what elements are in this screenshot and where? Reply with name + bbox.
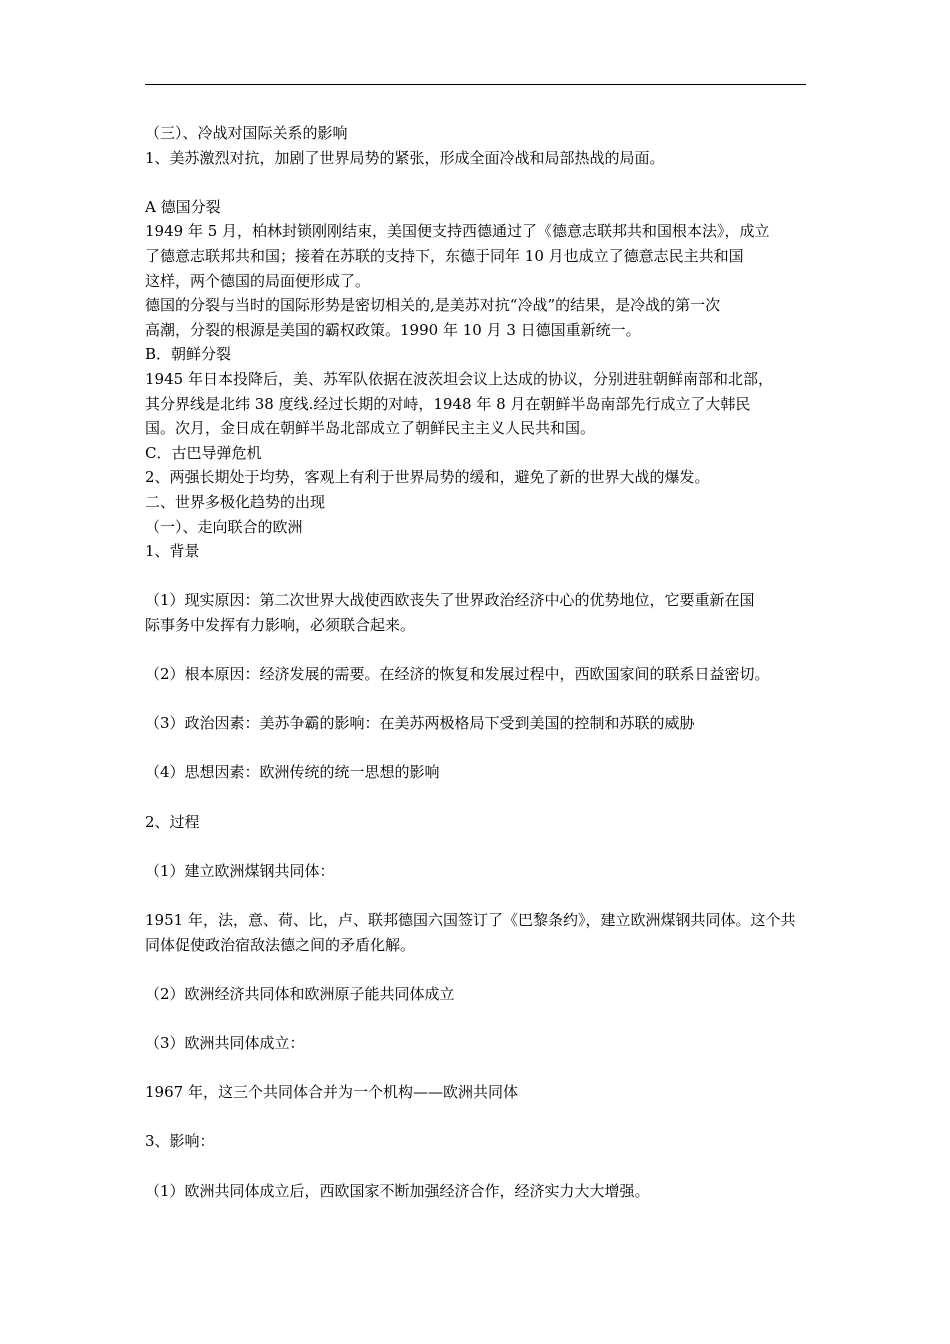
text-line: （1）现实原因：第二次世界大战使西欧丧失了世界政治经济中心的优势地位，它要重新在国 — [145, 591, 755, 610]
text-line: （一）、走向联合的欧洲 — [145, 517, 303, 536]
text-line: 高潮，分裂的根源是美国的霸权政策。1990 年 10 月 3 日德国重新统一。 — [145, 320, 641, 339]
blank-line — [145, 687, 810, 712]
blank-line — [145, 957, 810, 982]
blank-line — [145, 1105, 810, 1130]
text-line: （2）根本原因：经济发展的需要。在经济的恢复和发展过程中，西欧国家间的联系日益密切。 — [145, 665, 770, 684]
text-line: 其分界线是北纬 38 度线.经过长期的对峙，1948 年 8 月在朝鲜半岛南部先行成立了大韩民 — [145, 394, 751, 413]
text-line: 1967 年，这三个共同体合并为一个机构——欧洲共同体 — [145, 1083, 518, 1102]
text-line: C．古巴导弹危机 — [145, 443, 262, 462]
text-line: B．朝鲜分裂 — [145, 345, 232, 364]
text-line: 1、背景 — [145, 542, 200, 561]
text-line: 1945 年日本投降后，美、苏军队依据在波茨坦会议上达成的协议，分别进驻朝鲜南部和北部， — [145, 369, 773, 388]
text-line: 1951 年，法，意、荷、比，卢、联邦德国六国签订了《巴黎条约》，建立欧洲煤钢共同体。这个共 — [145, 911, 796, 929]
text-line: 了德意志联邦共和国；接着在苏联的支持下，东德于同年 10 月也成立了德意志民主共和国 — [145, 246, 744, 265]
text-line: （1）建立欧洲煤钢共同体： — [145, 861, 335, 880]
text-line: 同体促使政治宿敌法德之间的矛盾化解。 — [145, 935, 416, 954]
text-line: 2、过程 — [145, 812, 200, 831]
blank-line — [145, 1056, 810, 1081]
blank-line — [145, 736, 810, 761]
blank-line — [145, 637, 810, 662]
text-line: 德国的分裂与当时的国际形势是密切相关的,是美苏对抗“冷战”的结果，是冷战的第一次 — [145, 296, 721, 315]
text-line: 1949 年 5 月，柏林封锁刚刚结束，美国便支持西德通过了《德意志联邦共和国根本法》，成立 — [145, 222, 770, 241]
blank-line — [145, 1154, 810, 1179]
text-line: （2）欧洲经济共同体和欧洲原子能共同体成立 — [145, 984, 455, 1003]
blank-line — [145, 1006, 810, 1031]
text-line: 2、两强长期处于均势，客观上有利于世界局势的缓和，避免了新的世界大战的爆发。 — [145, 468, 710, 487]
blank-line — [145, 170, 810, 195]
text-line: A 德国分裂 — [145, 197, 221, 216]
blank-line — [145, 564, 810, 589]
text-line: 国。次月，金日成在朝鲜半岛北部成立了朝鲜民主主义人民共和国。 — [145, 419, 596, 438]
document-body — [145, 121, 810, 1203]
header-rule — [145, 84, 806, 85]
text-line: （三）、冷战对国际关系的影响 — [145, 124, 348, 142]
text-line: （1）欧洲共同体成立后，西欧国家不断加强经济合作，经济实力大大增强。 — [145, 1181, 650, 1200]
blank-line — [145, 834, 810, 859]
blank-line — [145, 883, 810, 908]
text-line: 际事务中发挥有力影响，必须联合起来。 — [145, 615, 416, 634]
text-line: （3）政治因素：美苏争霸的影响：在美苏两极格局下受到美国的控制和苏联的威胁 — [145, 714, 695, 733]
text-line: （4）思想因素：欧洲传统的统一思想的影响 — [145, 763, 440, 782]
text-line: 3、影响： — [145, 1132, 215, 1151]
text-line: 1、美苏激烈对抗，加剧了世界局势的紧张，形成全面冷战和局部热战的局面。 — [145, 148, 665, 167]
text-line: 这样，两个德国的局面便形成了。 — [145, 271, 371, 290]
text-line: 二、世界多极化趋势的出现 — [145, 492, 326, 511]
blank-line — [145, 785, 810, 810]
text-line: （3）欧洲共同体成立： — [145, 1033, 305, 1052]
